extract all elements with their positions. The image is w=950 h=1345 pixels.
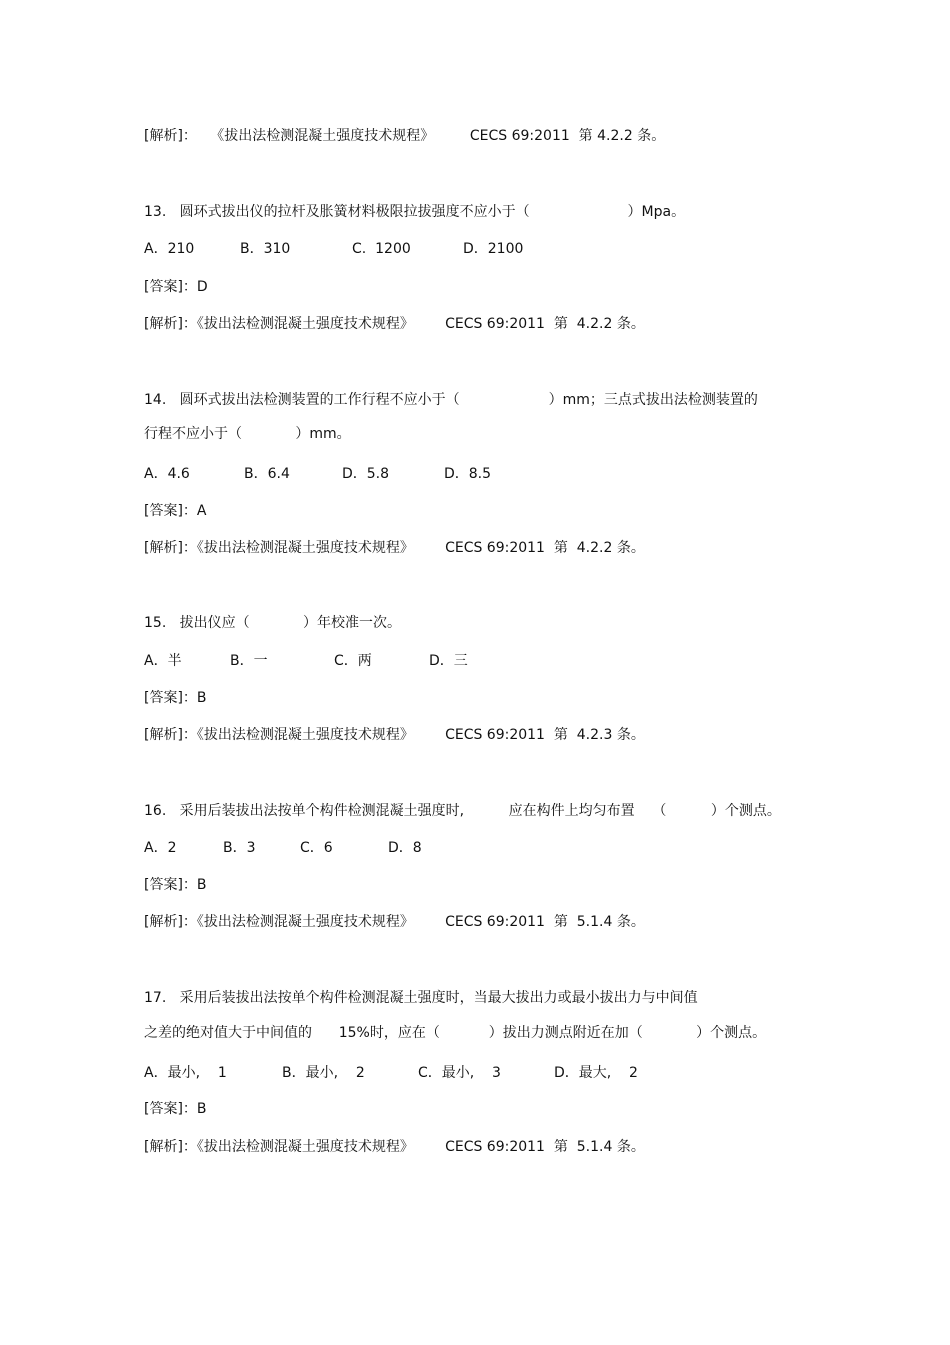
answer-line: [答案]：B bbox=[144, 877, 207, 893]
option-a: A．210 bbox=[144, 241, 195, 257]
analysis-line: [解析]：《拔出法检测混凝土强度技术规程》 CECS 69:2011 第 4.2.3 条。 bbox=[144, 727, 645, 743]
analysis-line: [解析]： 《拔出法检测混凝土强度技术规程》 CECS 69:2011 第 4.2.2 条。 bbox=[144, 128, 666, 144]
option-c: D．5.8 bbox=[342, 466, 390, 482]
option-b: B．最小, 2 bbox=[282, 1065, 365, 1081]
option-d: D．8.5 bbox=[444, 466, 492, 482]
option-d: D．2100 bbox=[463, 241, 524, 257]
question-stem: 13. 圆环式拔出仪的拉杆及胀簧材料极限拉拔强度不应小于（ ）Mpa。 bbox=[144, 204, 686, 220]
option-b: B．310 bbox=[240, 241, 291, 257]
answer-line: [答案]：B bbox=[144, 690, 207, 706]
question-stem: 17. 采用后装拔出法按单个构件检测混凝土强度时，当最大拔出力或最小拔出力与中间值 bbox=[144, 990, 698, 1006]
question-stem: 16. 采用后装拔出法按单个构件检测混凝土强度时, 应在构件上均匀布置 （ ）个测点。 bbox=[144, 803, 781, 819]
option-a: A．最小, 1 bbox=[144, 1065, 227, 1081]
answer-line: [答案]：A bbox=[144, 503, 207, 519]
question-stem-continued: 之差的绝对值大于中间值的 15%时，应在（ ）拔出力测点附近在加（ ）个测点。 bbox=[144, 1025, 767, 1041]
option-d: D．8 bbox=[388, 840, 422, 856]
option-a: A．4.6 bbox=[144, 466, 190, 482]
option-b: B．一 bbox=[230, 653, 268, 669]
option-b: B．3 bbox=[223, 840, 256, 856]
question-stem-continued: 行程不应小于（ ）mm。 bbox=[144, 426, 351, 442]
analysis-line: [解析]：《拔出法检测混凝土强度技术规程》 CECS 69:2011 第 4.2.2 条。 bbox=[144, 540, 645, 556]
question-stem: 15. 拔出仪应（ ）年校准一次。 bbox=[144, 615, 402, 631]
analysis-line: [解析]：《拔出法检测混凝土强度技术规程》 CECS 69:2011 第 5.1.4 条。 bbox=[144, 1139, 645, 1155]
analysis-line: [解析]：《拔出法检测混凝土强度技术规程》 CECS 69:2011 第 5.1.4 条。 bbox=[144, 914, 645, 930]
option-a: A．半 bbox=[144, 653, 182, 669]
option-d: D．最大, 2 bbox=[554, 1065, 638, 1081]
option-d: D．三 bbox=[429, 653, 468, 669]
option-c: C．两 bbox=[334, 653, 372, 669]
option-c: C．6 bbox=[300, 840, 333, 856]
answer-line: [答案]：D bbox=[144, 279, 208, 295]
option-c: C．最小, 3 bbox=[418, 1065, 501, 1081]
option-a: A．2 bbox=[144, 840, 177, 856]
analysis-line: [解析]：《拔出法检测混凝土强度技术规程》 CECS 69:2011 第 4.2.2 条。 bbox=[144, 316, 645, 332]
option-c: C. 1200 bbox=[352, 241, 411, 257]
option-b: B．6.4 bbox=[244, 466, 290, 482]
question-stem: 14. 圆环式拔出法检测装置的工作行程不应小于（ ）mm；三点式拔出法检测装置的 bbox=[144, 392, 758, 408]
answer-line: [答案]：B bbox=[144, 1101, 207, 1117]
